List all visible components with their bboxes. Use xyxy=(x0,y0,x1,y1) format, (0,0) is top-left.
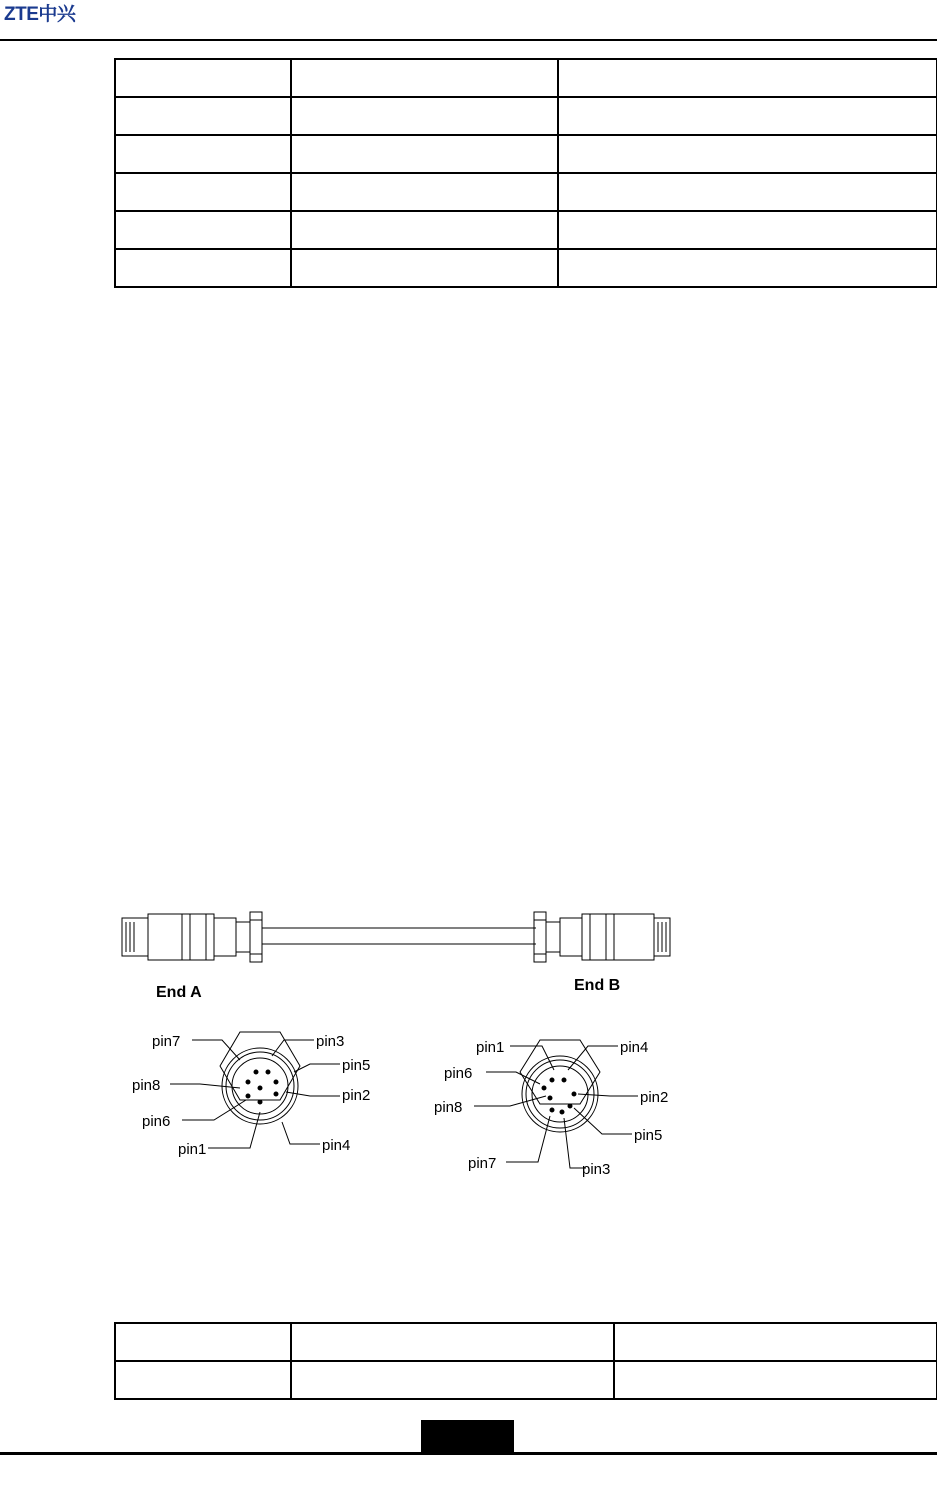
table-cell xyxy=(291,97,558,135)
header-rule xyxy=(0,39,937,41)
table-row xyxy=(115,1323,937,1361)
table-cell xyxy=(115,1323,291,1361)
table-row xyxy=(115,59,937,97)
table-cell xyxy=(558,249,937,287)
pin-label: pin7 xyxy=(468,1155,497,1172)
table-cell xyxy=(291,59,558,97)
pin-label: pin7 xyxy=(152,1033,181,1050)
footer-rule xyxy=(0,1452,937,1455)
pin-label: pin8 xyxy=(434,1099,463,1116)
pin-label: pin2 xyxy=(640,1089,669,1106)
table-cell xyxy=(115,211,291,249)
table-cell xyxy=(115,135,291,173)
table-cell xyxy=(291,135,558,173)
table-cell xyxy=(558,173,937,211)
table-cell xyxy=(115,173,291,211)
end-b-pin-face xyxy=(474,1040,638,1168)
end-b-label: End B xyxy=(574,977,621,994)
end-b-connector-drawing xyxy=(534,912,670,962)
pin-label: pin2 xyxy=(342,1087,371,1104)
table-cell xyxy=(291,249,558,287)
table-cell xyxy=(115,59,291,97)
table-row xyxy=(115,173,937,211)
spec-table-bottom xyxy=(114,1322,937,1400)
table-cell xyxy=(614,1323,937,1361)
pin-label: pin6 xyxy=(444,1065,473,1082)
table-row xyxy=(115,249,937,287)
table-cell xyxy=(558,135,937,173)
end-a-connector-drawing xyxy=(122,912,262,962)
pin-label: pin5 xyxy=(342,1057,371,1074)
table-row xyxy=(115,211,937,249)
end-a-pin-face xyxy=(170,1032,340,1148)
table-cell xyxy=(291,211,558,249)
logo-text: ZTE中兴 xyxy=(4,4,76,25)
pin-label: pin5 xyxy=(634,1127,663,1144)
table-cell xyxy=(291,173,558,211)
pin-label: pin8 xyxy=(132,1077,161,1094)
table-cell xyxy=(115,249,291,287)
spec-table-top xyxy=(114,58,937,288)
pin-label: pin3 xyxy=(582,1161,611,1178)
table-cell xyxy=(558,211,937,249)
pin-label: pin1 xyxy=(476,1039,505,1056)
zte-logo xyxy=(4,4,75,26)
table-cell xyxy=(115,1361,291,1399)
table-cell xyxy=(115,97,291,135)
cable-figure xyxy=(110,900,690,1190)
page-number-box xyxy=(421,1420,514,1454)
pin-label: pin4 xyxy=(620,1039,649,1056)
end-a-label: End A xyxy=(156,984,202,1001)
table-cell xyxy=(291,1361,614,1399)
cable-connector-drawing xyxy=(110,900,690,1190)
pin-label: pin3 xyxy=(316,1033,345,1050)
table-cell xyxy=(614,1361,937,1399)
table-cell xyxy=(558,97,937,135)
table-cell xyxy=(291,1323,614,1361)
pin-label: pin4 xyxy=(322,1137,351,1154)
table-cell xyxy=(558,59,937,97)
pin-label: pin1 xyxy=(178,1141,207,1158)
table-row xyxy=(115,97,937,135)
table-row xyxy=(115,135,937,173)
table-row xyxy=(115,1361,937,1399)
pin-label: pin6 xyxy=(142,1113,171,1130)
